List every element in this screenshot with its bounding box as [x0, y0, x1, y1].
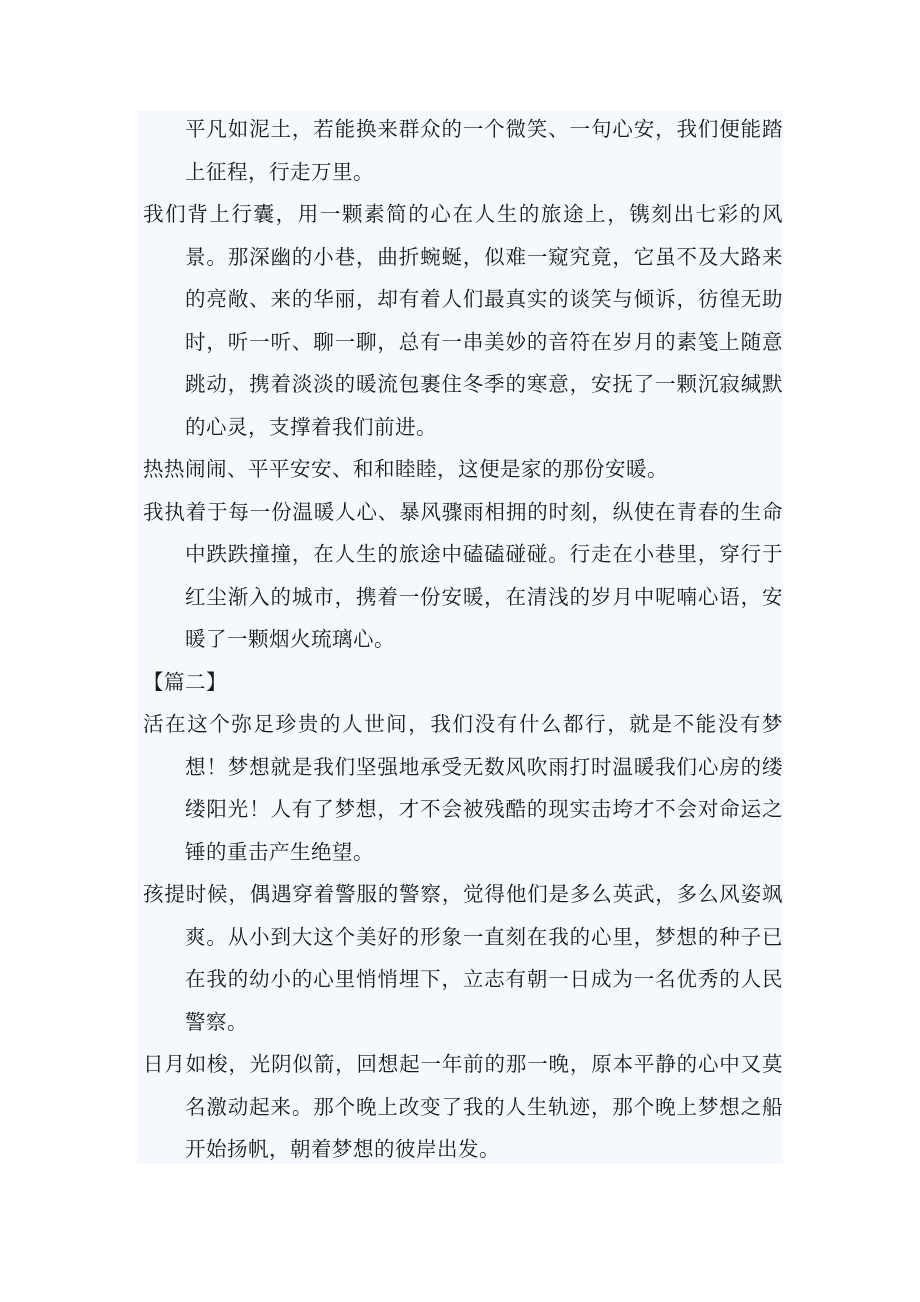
- paragraph: 孩提时候，偶遇穿着警服的警察，觉得他们是多么英武，多么风姿飒爽。从小到大这个美好的形象一直刻在我的心里，梦想的种子已在我的幼小的心里悄悄埋下，立志有朝一日成为一名优秀的人民警察。: [143, 882, 783, 1034]
- paragraph: 我执着于每一份温暖人心、暴风骤雨相拥的时刻，纵使在青春的生命中跌跌撞撞，在人生的旅途中磕磕碰碰。行走在小巷里，穿行于红尘渐入的城市，携着一份安暖，在清浅的岁月中呢喃心语，安暖了一颗烟火琉璃心。: [143, 499, 783, 651]
- paragraph: 我们背上行囊，用一颗素简的心在人生的旅途上，镌刻出七彩的风景。那深幽的小巷，曲折蜿蜒，似难一窥究竟，它虽不及大路来的亮敞、来的华丽，却有着人们最真实的谈笑与倾诉，彷徨无助时，听一听、聊一聊，总有一串美妙的音符在岁月的素笺上随意跳动，携着淡淡的暖流包裹住冬季的寒意，安抚了一颗沉寂缄默的心灵，支撑着我们前进。: [143, 202, 783, 439]
- paragraph: 活在这个弥足珍贵的人世间，我们没有什么都行，就是不能没有梦想！梦想就是我们坚强地承受无数风吹雨打时温暖我们心房的缕缕阳光！人有了梦想，才不会被残酷的现实击垮才不会对命运之锤的重击产生绝望。: [143, 712, 783, 864]
- section-heading: 【篇二】: [143, 669, 227, 694]
- text-block: [137, 110, 783, 1164]
- paragraph: 热热闹闹、平平安安、和和睦睦，这便是家的那份安暖。: [143, 457, 668, 481]
- paragraph-continued: 平凡如泥土，若能换来群众的一个微笑、一句心安，我们便能踏上征程，行走万里。: [185, 117, 783, 184]
- paragraph: 日月如梭，光阴似箭，回想起一年前的那一晚，原本平静的心中又莫名激动起来。那个晚上改变了我的人生轨迹，那个晚上梦想之船开始扬帆，朝着梦想的彼岸出发。: [143, 1052, 783, 1161]
